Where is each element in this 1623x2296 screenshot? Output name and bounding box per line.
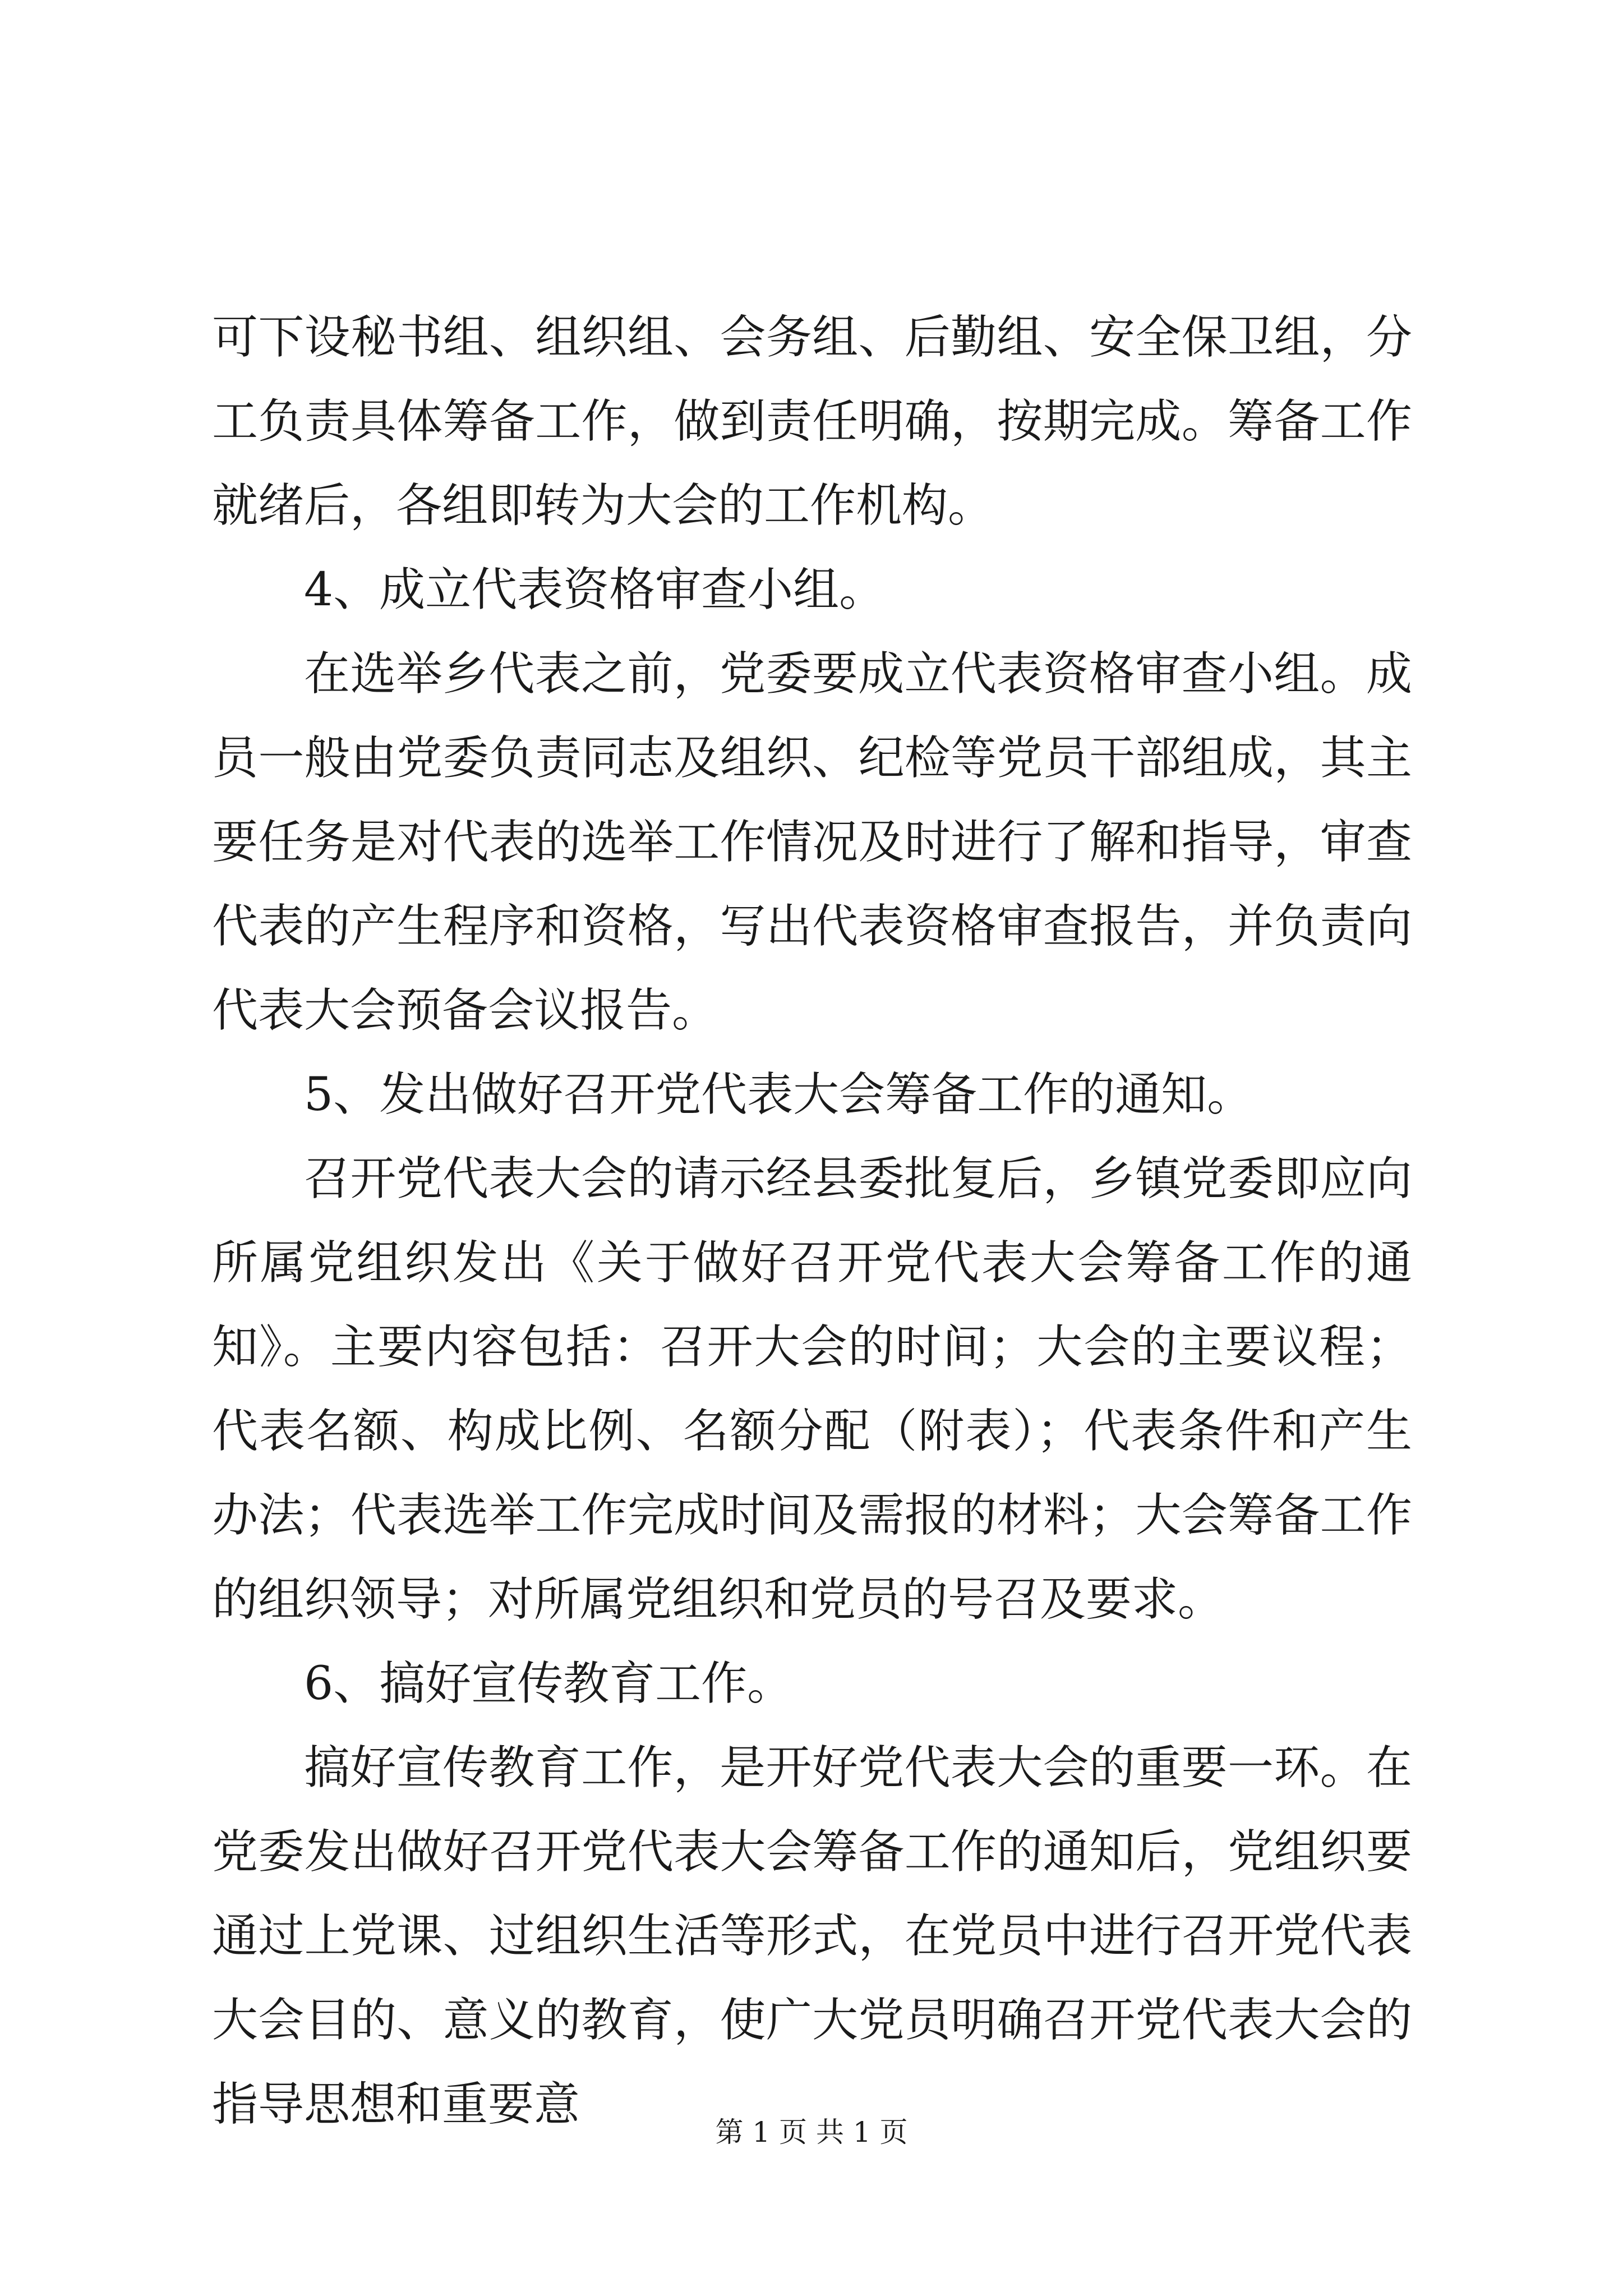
paragraph-1: 可下设秘书组、组织组、会务组、后勤组、安全保卫组，分工负责具体筹备工作，做到责任明确，按期完成。筹备工作就绪后，各组即转为大会的工作机构。	[212, 311, 1412, 532]
page-footer: 第 1 页 共 1 页	[715, 2116, 908, 2148]
paragraph-notice-content: 召开党代表大会的请示经县委批复后，乡镇党委即应向所属党组织发出《关于做好召开党代表大会筹备工作的通知》。主要内容包括：召开大会的时间；大会的主要议程；代表名额、构成比例、名额分配（附表）；代表条件和产生办法；代表选举工作完成时间及需报的材料；大会筹备工作的组织领导；对所属党组织和党员的号召及要求。	[212, 1152, 1412, 1626]
heading-4-credentials-group: 4、成立代表资格审查小组。	[304, 563, 886, 616]
heading-5-issue-notice: 5、发出做好召开党代表大会筹备工作的通知。	[304, 1068, 1253, 1121]
document-body	[212, 296, 1412, 2147]
paragraph-publicity-education: 搞好宣传教育工作，是开好党代表大会的重要一环。在党委发出做好召开党代表大会筹备工作的通知后，党组织要通过上党课、过组织生活等形式，在党员中进行召开党代表大会目的、意义的教育，使广大党员明确召开党代表大会的指导思想和重要意	[212, 1741, 1412, 2131]
paragraph-credentials-review: 在选举乡代表之前，党委要成立代表资格审查小组。成员一般由党委负责同志及组织、纪检等党员干部组成，其主要任务是对代表的选举工作情况及时进行了解和指导，审查代表的产生程序和资格，写出代表资格审查报告，并负责向代表大会预备会议报告。	[212, 647, 1412, 1037]
heading-6-publicity-education: 6、搞好宣传教育工作。	[304, 1657, 794, 1710]
